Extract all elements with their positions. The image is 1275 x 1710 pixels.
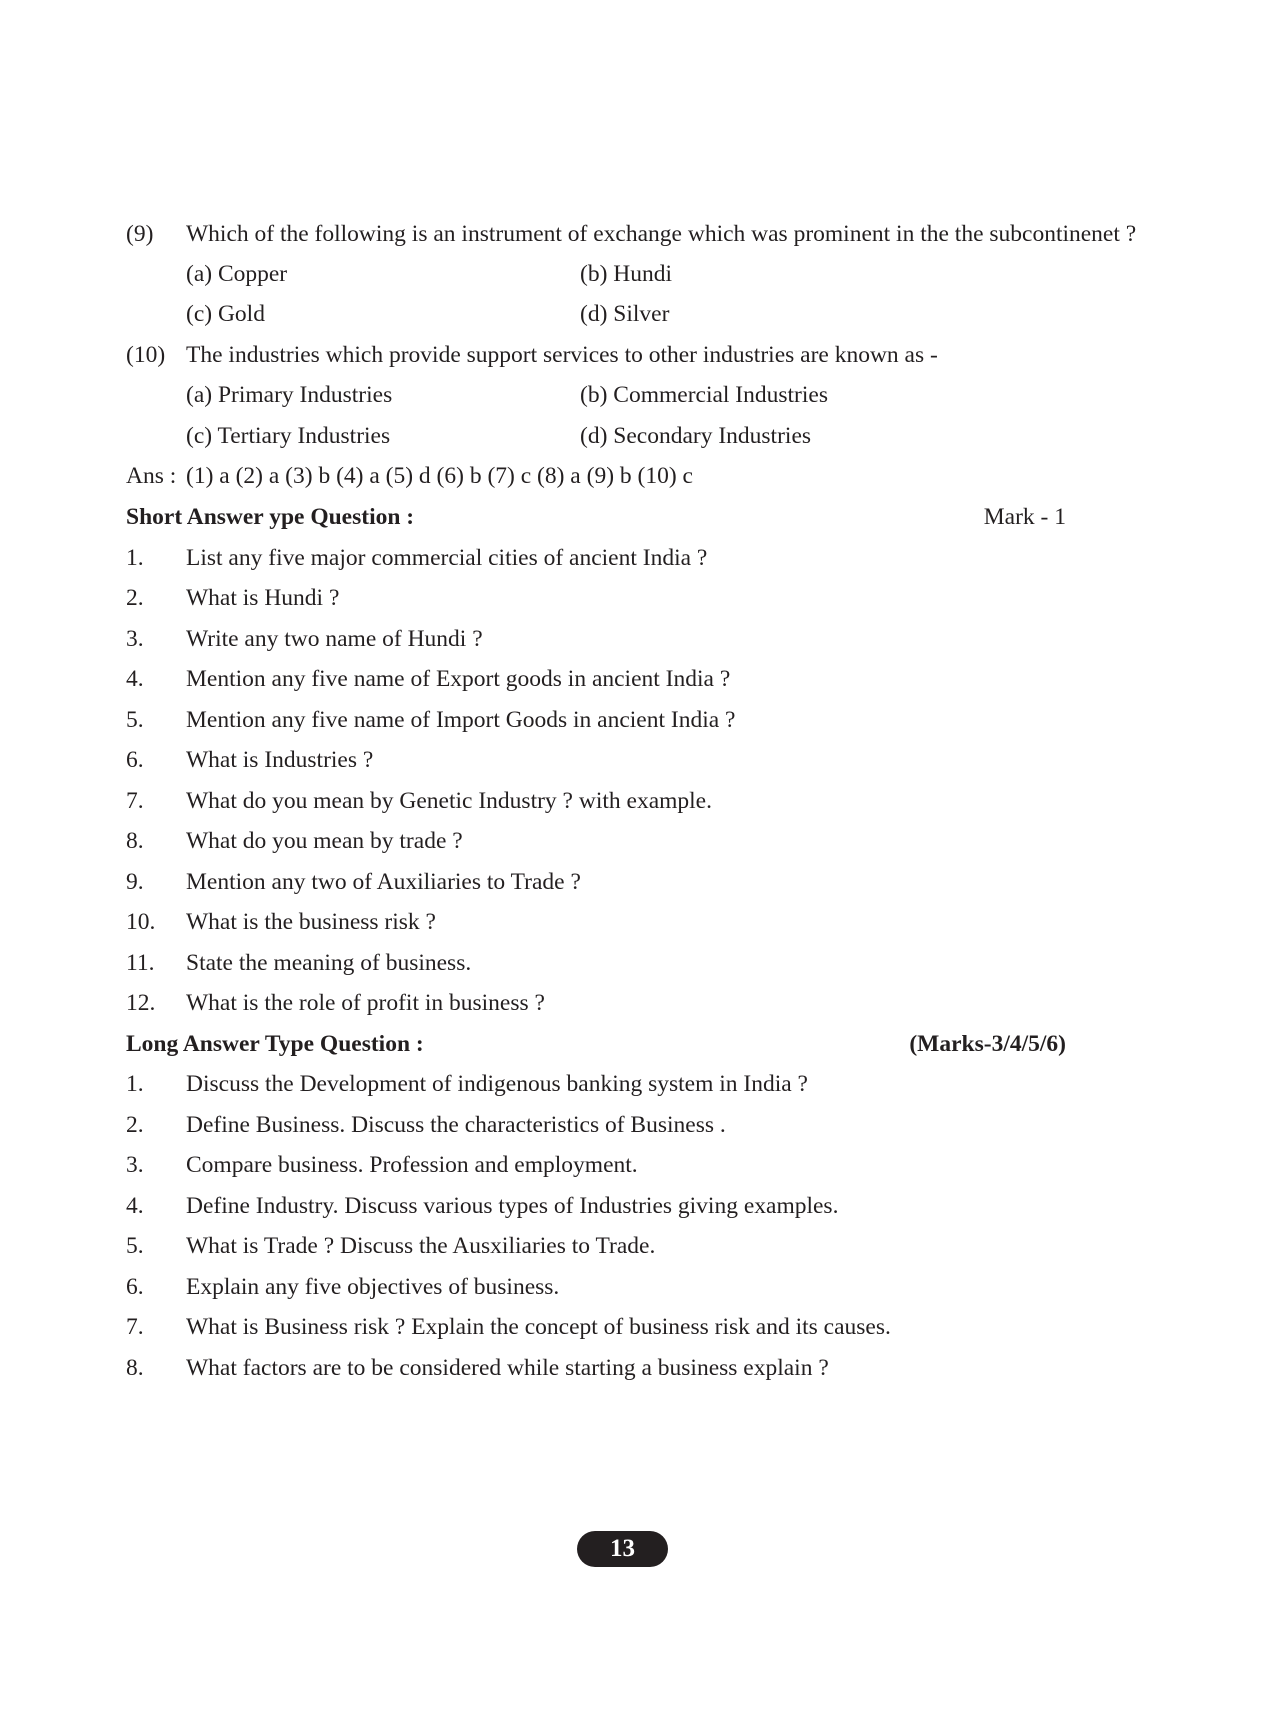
item-number: 7. — [126, 1314, 144, 1340]
item-number: 1. — [126, 1071, 144, 1097]
section-heading: Short Answer ype Question : — [126, 504, 415, 530]
item-number: 9. — [126, 869, 144, 895]
list-item — [126, 659, 1066, 699]
item-number: 6. — [126, 747, 144, 773]
option: (b) Hundi — [580, 261, 673, 287]
mcq-options-row — [126, 416, 1066, 456]
answer-label: Ans : — [126, 463, 177, 489]
item-text: Mention any five name of Export goods in ancient India ? — [186, 666, 731, 692]
item-number: 1. — [126, 545, 144, 571]
option: (c) Tertiary Industries — [186, 423, 391, 449]
item-text: What is Business risk ? Explain the concept of business risk and its causes. — [186, 1314, 891, 1340]
item-number: 11. — [126, 950, 155, 976]
list-item — [126, 740, 1066, 780]
item-text: Mention any two of Auxiliaries to Trade ? — [186, 869, 581, 895]
item-text: Compare business. Profession and employment. — [186, 1152, 638, 1178]
item-number: 4. — [126, 666, 144, 692]
list-item — [126, 862, 1066, 902]
section-marks: Mark - 1 — [983, 504, 1066, 530]
page-number-badge: 13 — [577, 1531, 668, 1567]
mcq-question — [126, 335, 1066, 375]
item-number: 5. — [126, 707, 144, 733]
item-number: 8. — [126, 1355, 144, 1381]
item-text: Define Business. Discuss the characteristics of Business . — [186, 1112, 726, 1138]
item-text: Define Industry. Discuss various types of Industries giving examples. — [186, 1193, 839, 1219]
item-number: 6. — [126, 1274, 144, 1300]
list-item — [126, 1226, 1066, 1266]
question-number: (9) — [126, 221, 154, 247]
item-text: State the meaning of business. — [186, 950, 472, 976]
list-item — [126, 943, 1066, 983]
item-text: What is Trade ? Discuss the Ausxiliaries to Trade. — [186, 1233, 656, 1259]
item-text: What is Industries ? — [186, 747, 374, 773]
answer-key — [126, 456, 1066, 496]
option: (b) Commercial Industries — [580, 382, 828, 408]
item-number: 4. — [126, 1193, 144, 1219]
option: (c) Gold — [186, 301, 265, 327]
list-item — [126, 1267, 1066, 1307]
section-marks: (Marks-3/4/5/6) — [909, 1031, 1066, 1057]
mcq-options-row — [126, 375, 1066, 415]
option: (a) Primary Industries — [186, 382, 393, 408]
item-text: Explain any five objectives of business. — [186, 1274, 560, 1300]
item-text: What do you mean by trade ? — [186, 828, 463, 854]
item-text: What is the role of profit in business ? — [186, 990, 545, 1016]
item-number: 12. — [126, 990, 156, 1016]
list-item — [126, 1105, 1066, 1145]
item-number: 3. — [126, 1152, 144, 1178]
list-item — [126, 983, 1066, 1023]
option: (d) Silver — [580, 301, 670, 327]
short-answer-heading-row — [126, 497, 1066, 537]
item-text: What do you mean by Genetic Industry ? with example. — [186, 788, 712, 814]
item-number: 8. — [126, 828, 144, 854]
list-item — [126, 821, 1066, 861]
item-number: 10. — [126, 909, 156, 935]
list-item — [126, 781, 1066, 821]
list-item — [126, 1307, 1066, 1347]
item-text: Discuss the Development of indigenous banking system in India ? — [186, 1071, 808, 1097]
list-item — [126, 1064, 1066, 1104]
section-heading: Long Answer Type Question : — [126, 1031, 424, 1057]
item-text: What is the business risk ? — [186, 909, 436, 935]
list-item — [126, 578, 1066, 618]
question-number: (10) — [126, 342, 166, 368]
item-number: 2. — [126, 585, 144, 611]
item-number: 2. — [126, 1112, 144, 1138]
list-item — [126, 538, 1066, 578]
item-text: Write any two name of Hundi ? — [186, 626, 483, 652]
list-item — [126, 902, 1066, 942]
list-item — [126, 619, 1066, 659]
mcq-question — [126, 214, 1137, 254]
item-text: List any five major commercial cities of ancient India ? — [186, 545, 708, 571]
option: (d) Secondary Industries — [580, 423, 812, 449]
question-text: The industries which provide support services to other industries are known as - — [186, 342, 938, 368]
list-item — [126, 1348, 1066, 1388]
item-number: 5. — [126, 1233, 144, 1259]
question-text: Which of the following is an instrument of exchange which was prominent in the the subcontinenet ? — [186, 221, 1137, 247]
mcq-options-row — [126, 254, 1066, 294]
item-text: Mention any five name of Import Goods in ancient India ? — [186, 707, 736, 733]
mcq-options-row — [126, 294, 1066, 334]
option: (a) Copper — [186, 261, 288, 287]
list-item — [126, 1145, 1066, 1185]
long-answer-heading-row — [126, 1024, 1066, 1064]
list-item — [126, 700, 1066, 740]
item-text: What is Hundi ? — [186, 585, 340, 611]
list-item — [126, 1186, 1066, 1226]
answer-text: (1) a (2) a (3) b (4) a (5) d (6) b (7) c (8) a (9) b (10) c — [186, 463, 693, 489]
item-number: 3. — [126, 626, 144, 652]
item-text: What factors are to be considered while starting a business explain ? — [186, 1355, 829, 1381]
item-number: 7. — [126, 788, 144, 814]
